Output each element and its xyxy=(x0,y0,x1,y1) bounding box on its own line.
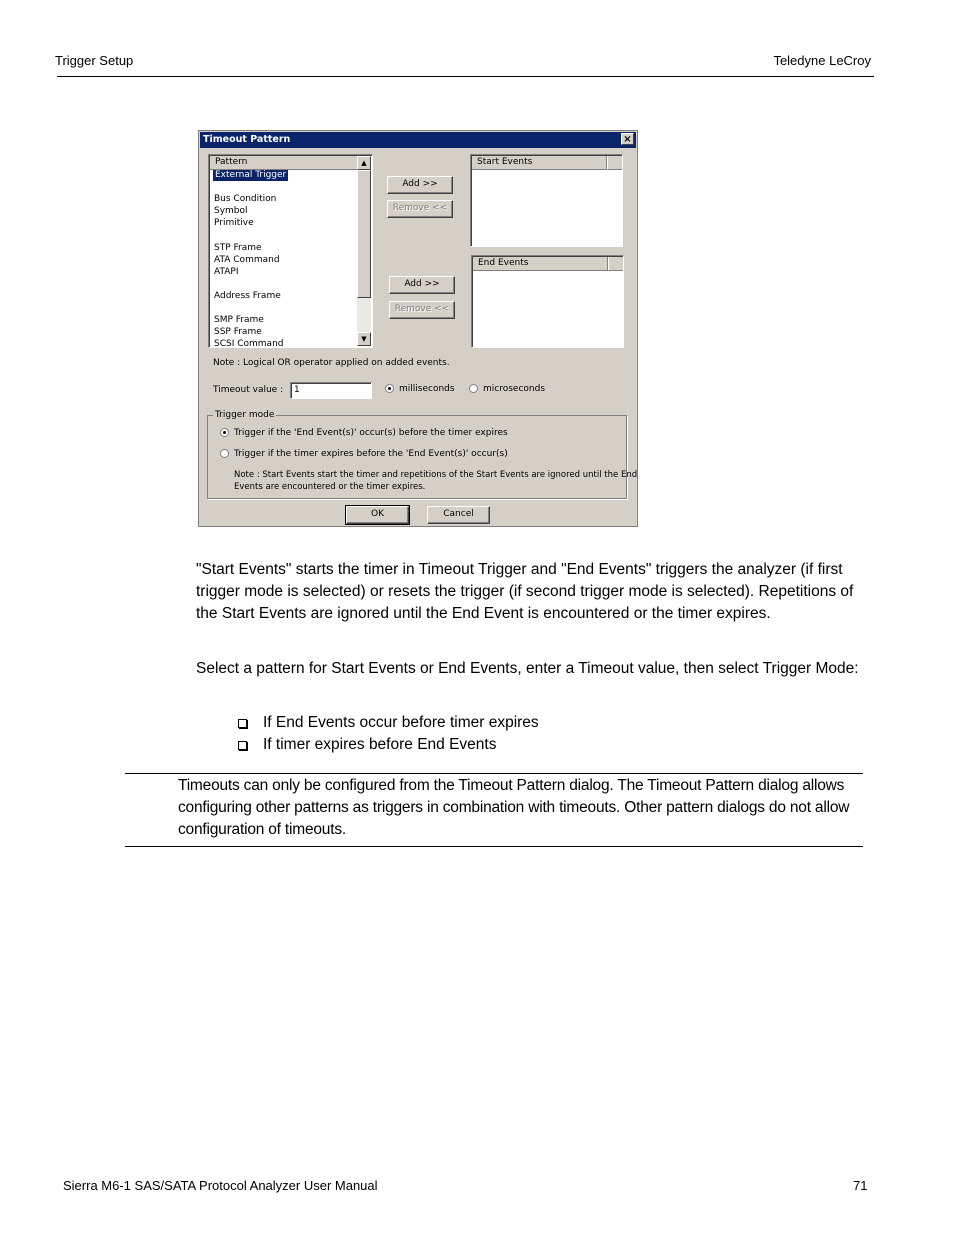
note-top-rule xyxy=(125,773,863,774)
end-remove-button[interactable]: Remove << xyxy=(389,301,455,319)
milliseconds-label[interactable]: milliseconds xyxy=(399,384,455,394)
start-events-header-filler xyxy=(607,156,622,170)
cancel-button[interactable]: Cancel xyxy=(427,506,490,524)
pattern-list-item[interactable]: External Trigger xyxy=(215,170,287,180)
microseconds-radio[interactable] xyxy=(469,384,478,393)
pattern-list-item[interactable]: SCSI Command xyxy=(214,339,284,348)
bullet-item xyxy=(236,712,539,734)
start-events-list[interactable] xyxy=(470,154,623,247)
checkbox-bullet-icon xyxy=(238,719,247,728)
bullet-text: If timer expires before End Events xyxy=(263,736,497,753)
trigger-mode-label: Trigger mode xyxy=(215,410,275,420)
pattern-list[interactable] xyxy=(208,154,373,348)
radio-dot xyxy=(388,387,391,390)
pattern-list-item[interactable]: ATAPI xyxy=(214,266,239,277)
end-add-button[interactable]: Add >> xyxy=(389,276,455,294)
pattern-list-item[interactable]: SMP Frame xyxy=(214,315,264,326)
body-paragraph-1: "Start Events" starts the timer in Timeout Trigger and "End Events" triggers the analyzer (if first trigger mode is selected) or resets the trigger (if second trigger mode is selected). Repetitions of the Start Events are ignored until the End Event is encountered or the timer expires. xyxy=(196,561,854,622)
timeout-pattern-dialog xyxy=(198,130,638,527)
pattern-list-item[interactable]: SSP Frame xyxy=(214,327,262,338)
timeout-label: Timeout value : xyxy=(213,385,284,395)
body-paragraph-2: Select a pattern for Start Events or End Events, enter a Timeout value, then select Trigger Mode: xyxy=(196,660,859,677)
header-rule xyxy=(57,76,874,77)
footer-manual-title: Sierra M6-1 SAS/SATA Protocol Analyzer User Manual xyxy=(63,1178,378,1193)
dialog-titlebar xyxy=(200,132,636,148)
running-header-company: Teledyne LeCroy xyxy=(773,53,871,68)
dialog-title: Timeout Pattern xyxy=(203,134,291,145)
mode1-label[interactable]: Trigger if the 'End Event(s)' occur(s) before the timer expires xyxy=(234,428,508,438)
pattern-list-item[interactable]: ATA Command xyxy=(214,254,280,265)
start-add-button[interactable]: Add >> xyxy=(387,176,453,194)
pattern-list-item[interactable]: STP Frame xyxy=(214,242,262,253)
pattern-list-item[interactable]: Primitive xyxy=(214,218,254,229)
pattern-list-item[interactable]: Bus Condition xyxy=(214,194,277,205)
milliseconds-radio[interactable] xyxy=(385,384,394,393)
scroll-thumb[interactable] xyxy=(357,170,371,298)
note-bottom-rule xyxy=(125,846,863,847)
checkbox-bullet-icon xyxy=(238,741,247,750)
mode2-label[interactable]: Trigger if the timer expires before the 'End Event(s)' occur(s) xyxy=(234,449,508,459)
end-events-list[interactable] xyxy=(471,255,624,348)
scroll-up-icon[interactable]: ▲ xyxy=(357,156,371,170)
bullet-text: If End Events occur before timer expires xyxy=(263,714,539,731)
mode1-radio[interactable] xyxy=(220,428,229,437)
pattern-list-item[interactable]: Symbol xyxy=(214,206,248,217)
mode-note-line2: Events are encountered or the timer expires. xyxy=(234,482,426,492)
or-operator-note: Note : Logical OR operator applied on added events. xyxy=(213,358,450,368)
bullet-item xyxy=(236,734,539,756)
ok-button[interactable]: OK xyxy=(346,506,409,524)
pattern-scrollbar[interactable] xyxy=(357,156,371,346)
end-events-header-filler xyxy=(608,257,623,271)
close-icon[interactable]: × xyxy=(621,133,634,145)
radio-dot xyxy=(223,431,226,434)
timeout-value-input[interactable]: 1 xyxy=(290,382,372,399)
note-text: Timeouts can only be configured from the Timeout Pattern dialog. The Timeout Pattern dialog allows configuring other patterns as triggers in combination with timeouts. Other pattern dialogs do not allow configuration of timeouts. xyxy=(178,777,850,838)
end-events-header[interactable]: End Events xyxy=(473,257,608,271)
mode2-radio[interactable] xyxy=(220,449,229,458)
pattern-list-item[interactable]: Address Frame xyxy=(214,291,281,301)
start-events-header[interactable]: Start Events xyxy=(472,156,607,170)
scroll-down-icon[interactable]: ▼ xyxy=(357,332,371,346)
start-remove-button[interactable]: Remove << xyxy=(387,200,453,218)
pattern-column-header[interactable]: Pattern xyxy=(210,156,358,170)
mode-note-line1: Note : Start Events start the timer and repetitions of the Start Events are ignored until the End xyxy=(234,470,638,480)
trigger-mode-bullets xyxy=(236,712,539,756)
page-number: 71 xyxy=(853,1178,868,1193)
running-header-section: Trigger Setup xyxy=(55,53,134,68)
microseconds-label[interactable]: microseconds xyxy=(483,384,546,394)
